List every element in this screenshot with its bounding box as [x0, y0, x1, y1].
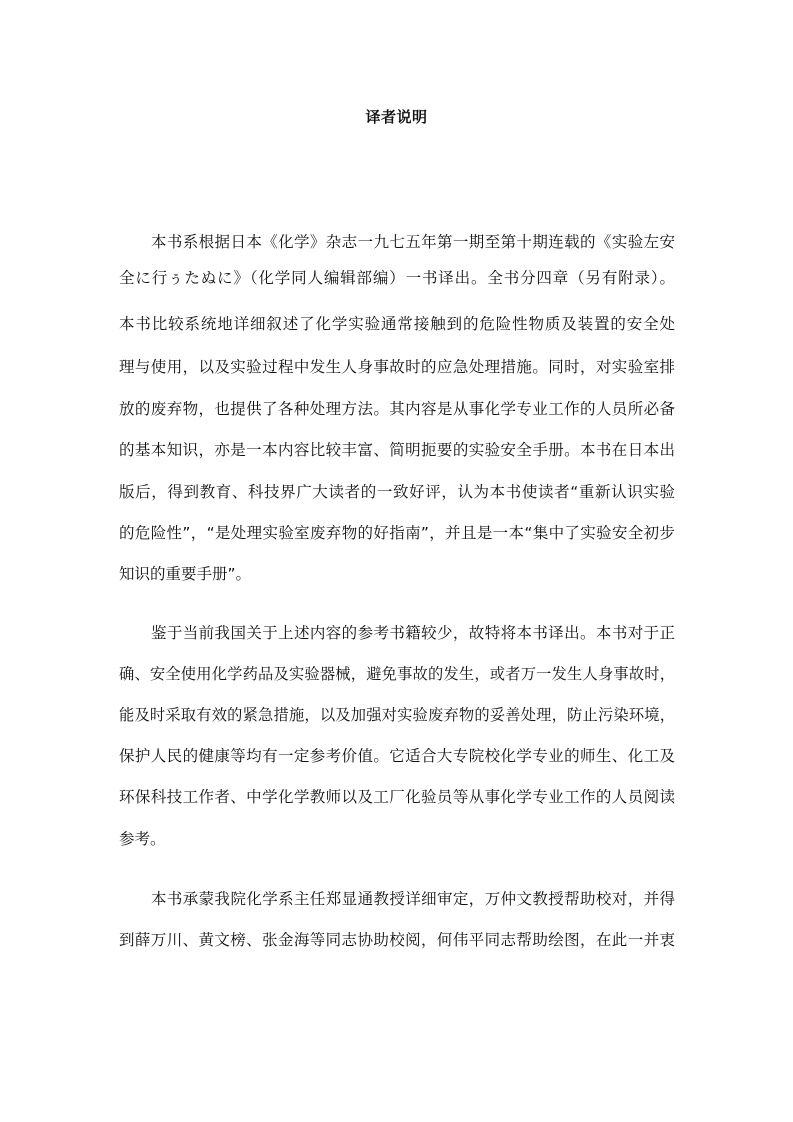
paragraph-2-line-1: 鉴于当前我国关于上述内容的参考书籍较少，故特将本书译出。本书对于正 [151, 624, 675, 642]
paragraph-1-line-2: 全に行ぅたぬに》（化学同人编辑部编）一书译出。全书分四章（另有附录）。 [119, 269, 675, 287]
paragraph-1-line-7: 版后，得到教育、科技界广大读者的一致好评，认为本书使读者“重新认识实验 [119, 483, 675, 501]
paragraph-2-line-3: 能及时采取有效的紧急措施，以及加强对实验废弃物的妥善处理，防止污染环境， [119, 706, 675, 724]
document-title: 译者说明 [365, 108, 428, 126]
paragraph-2-line-6: 参考。 [119, 830, 166, 848]
paragraph-1-line-9: 知识的重要手册”。 [119, 565, 252, 583]
paragraph-2-line-4: 保护人民的健康等均有一定参考价值。它适合大专院校化学专业的师生、化工及 [119, 747, 675, 765]
paragraph-1-line-6: 的基本知识，亦是一本内容比较丰富、简明扼要的实验安全手册。本书在日本出 [119, 441, 675, 459]
paragraph-3-line-1: 本书承蒙我院化学系主任郑显通教授详细审定，万仲文教授帮助校对，并得 [151, 890, 675, 908]
paragraph-1-line-3: 本书比较系统地详细叙述了化学实验通常接触到的危险性物质及装置的安全处 [119, 315, 675, 333]
paragraph-2-line-2: 确、安全使用化学药品及实验器械，避免事故的发生，或者万一发生人身事故时， [119, 665, 675, 683]
paragraph-3-line-2: 到薛万川、黄文榜、张金海等同志协助校阅，何伟平同志帮助绘图，在此一并衷 [119, 931, 675, 949]
paragraph-1-line-5: 放的废弃物，也提供了各种处理方法。其内容是从事化学专业工作的人员所必备 [119, 400, 675, 418]
paragraph-1-line-4: 理与使用，以及实验过程中发生人身事故时的应急处理措施。同时，对实验室排 [119, 358, 675, 376]
paragraph-1-line-8: 的危险性”，“是处理实验室废弃物的好指南”，并且是一本“集中了实验安全初步 [119, 524, 675, 542]
paragraph-1-line-1: 本书系根据日本《化学》杂志一九七五年第一期至第十期连载的《实验左安 [151, 233, 675, 251]
paragraph-2-line-5: 环保科技工作者、中学化学教师以及工厂化验员等从事化学专业工作的人员阅读 [119, 788, 675, 806]
